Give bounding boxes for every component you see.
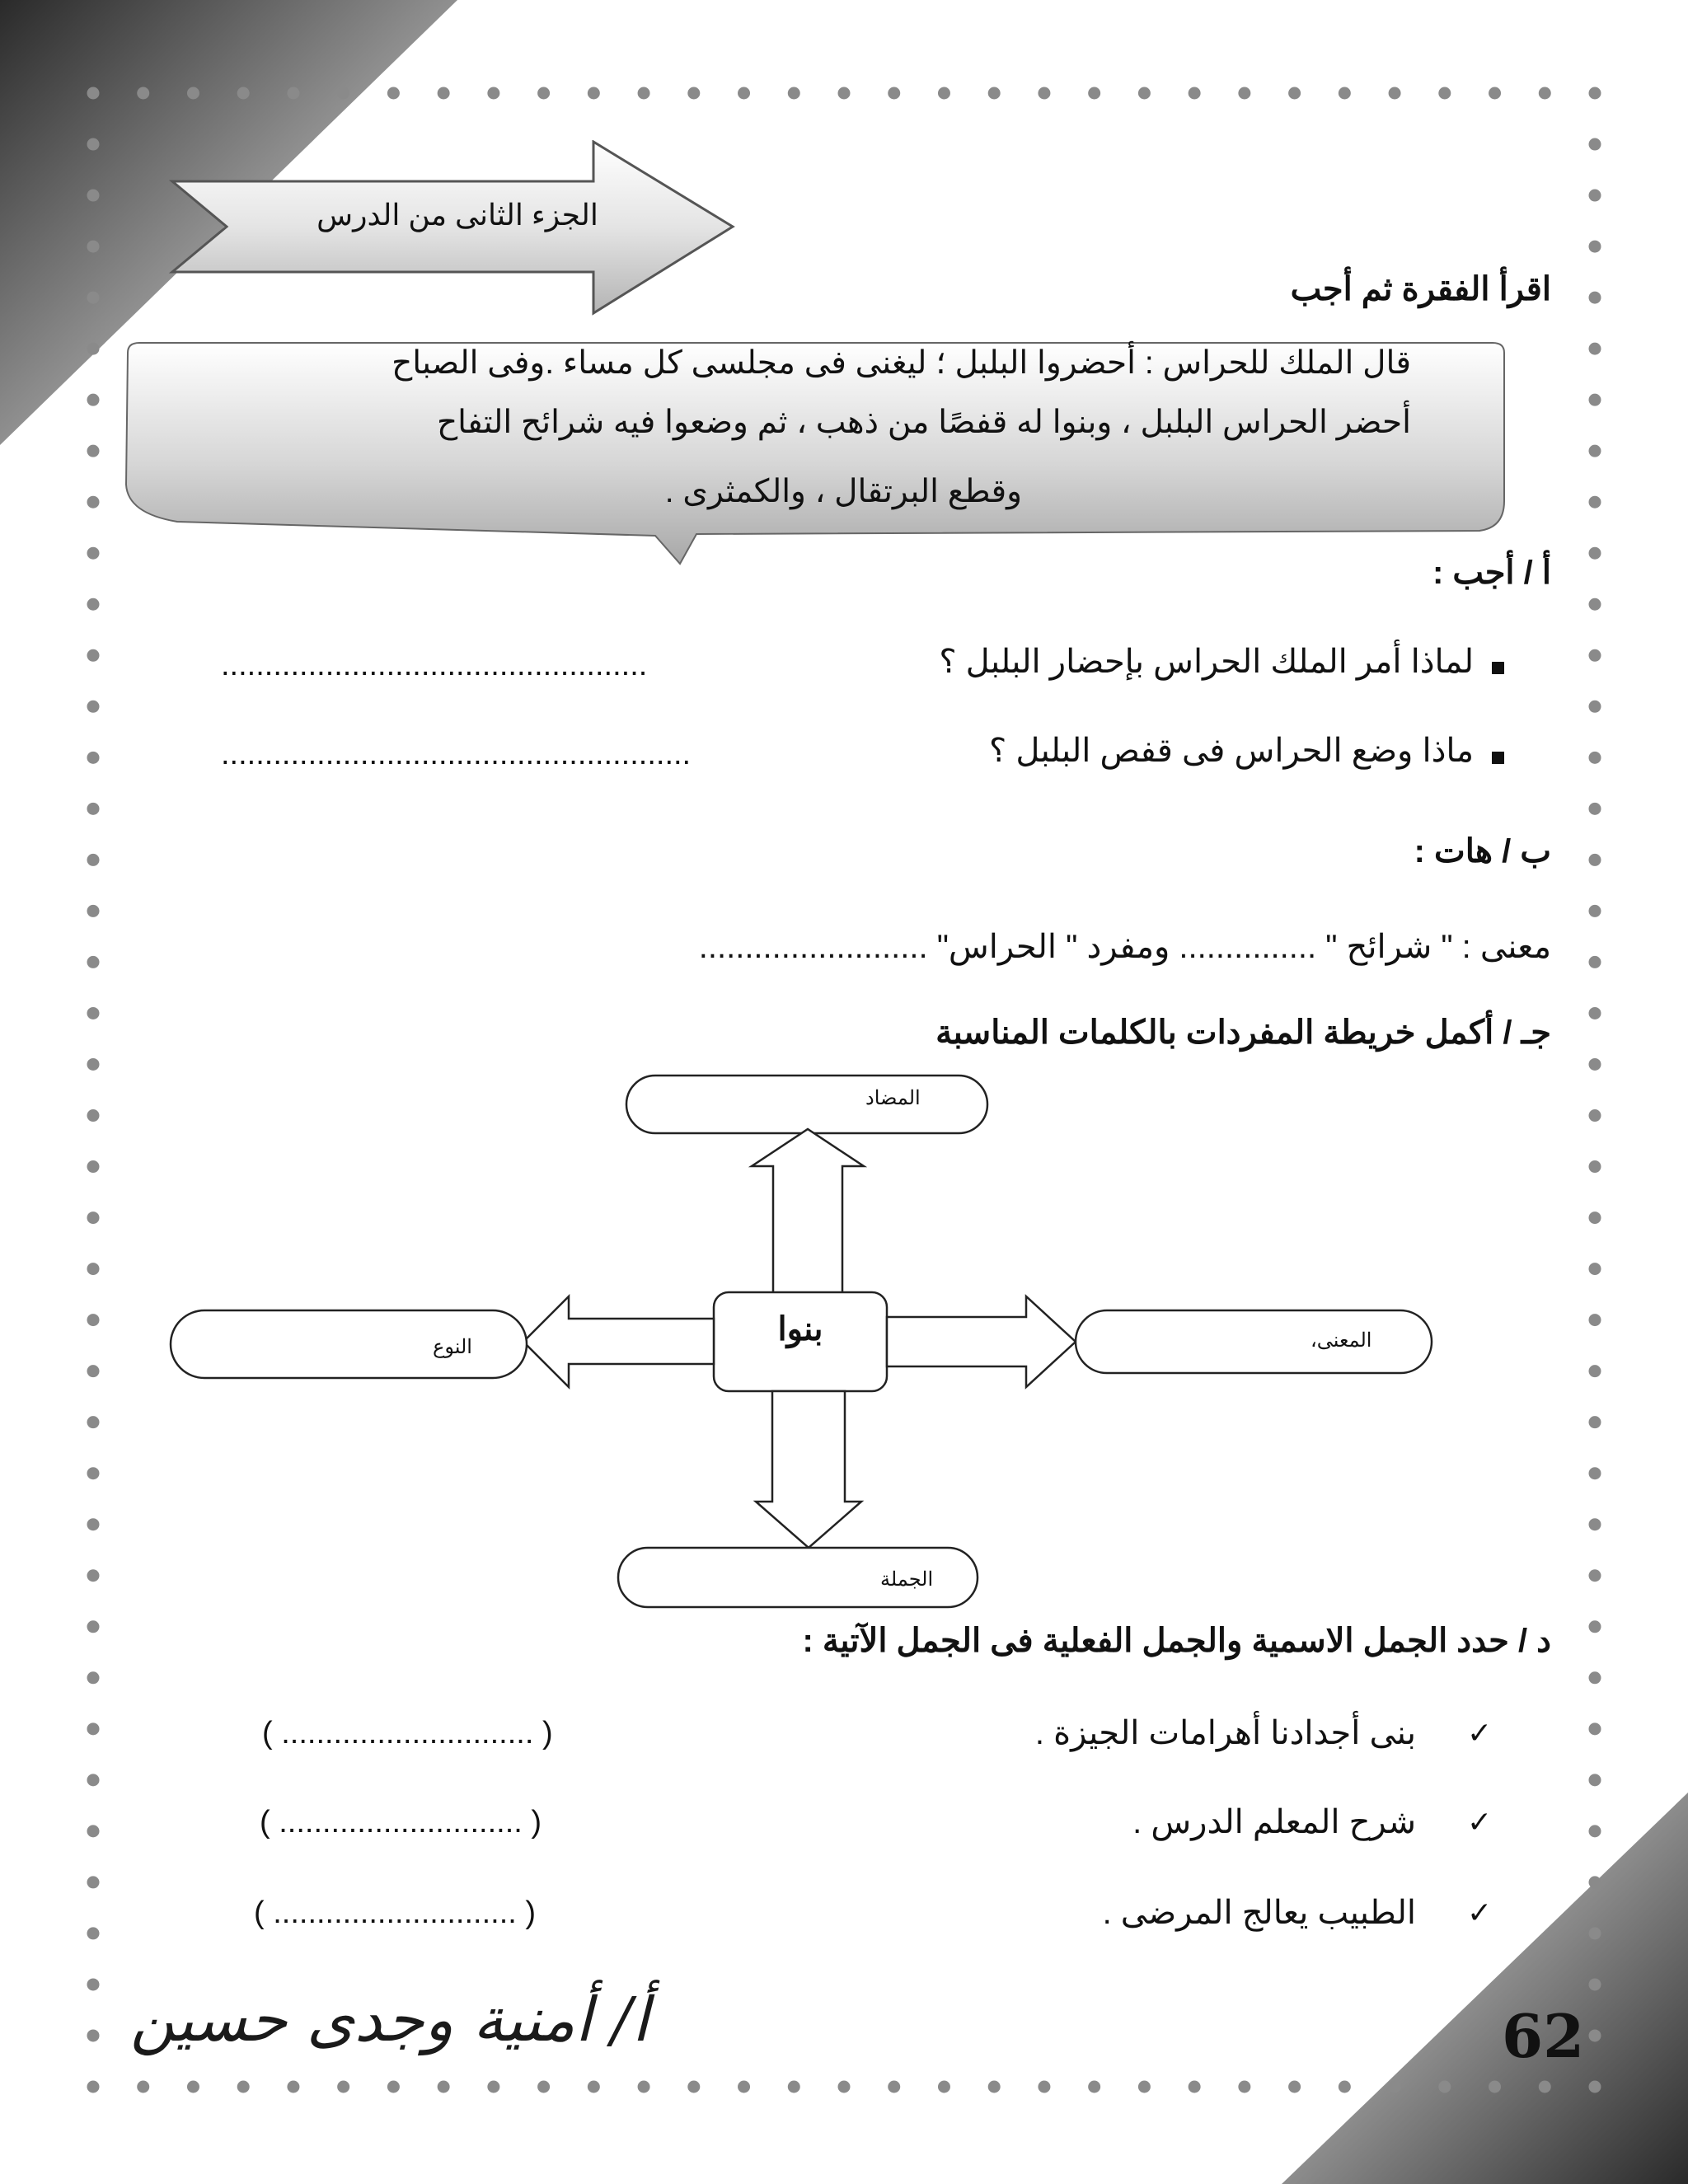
border-dot bbox=[1539, 2081, 1551, 2093]
border-dot bbox=[1038, 2081, 1050, 2093]
border-dot bbox=[1589, 138, 1601, 151]
border-dot bbox=[487, 87, 499, 100]
border-dot bbox=[1589, 1314, 1601, 1326]
border-dot bbox=[87, 649, 100, 662]
border-dot bbox=[1589, 1671, 1601, 1684]
sentence-2: شرح المعلم الدرس . bbox=[1132, 1804, 1416, 1840]
border-dot bbox=[1389, 2081, 1401, 2093]
border-dot bbox=[87, 1978, 100, 1990]
border-dot bbox=[87, 1620, 100, 1633]
border-dot bbox=[838, 2081, 851, 2093]
sentence-3-answer[interactable]: ( ............................ ) bbox=[254, 1896, 537, 1930]
border-dot bbox=[1589, 803, 1601, 815]
sentence-1-answer[interactable]: ( ............................. ) bbox=[262, 1716, 553, 1750]
section-b-heading: ب / هات : bbox=[1414, 833, 1551, 869]
sentence-1: بنى أجدادنا أهرامات الجيزة . bbox=[1034, 1715, 1416, 1751]
border-dot bbox=[1589, 1365, 1601, 1377]
border-dot bbox=[438, 87, 450, 100]
border-dot bbox=[87, 1263, 100, 1275]
border-dot bbox=[788, 2081, 800, 2093]
border-dot bbox=[1189, 2081, 1201, 2093]
border-dot bbox=[87, 854, 100, 866]
border-dot bbox=[1189, 87, 1201, 100]
bullet-icon bbox=[1492, 662, 1504, 674]
border-dot bbox=[1589, 956, 1601, 968]
border-dot bbox=[1589, 1876, 1601, 1888]
check-icon: ✓ bbox=[1467, 1805, 1493, 1839]
border-dot bbox=[87, 598, 100, 611]
passage-line-1: قال الملك للحراس : أحضروا البلبل ؛ ليغنى فى مجلسى كل مساء .وفى الصباح bbox=[392, 345, 1411, 381]
border-dot bbox=[287, 2081, 299, 2093]
border-dot bbox=[1389, 87, 1401, 100]
border-dot bbox=[1589, 2081, 1601, 2093]
border-dot bbox=[938, 87, 950, 100]
border-dot bbox=[1589, 905, 1601, 917]
sentence-3: الطبيب يعالج المرضى . bbox=[1102, 1895, 1416, 1931]
border-dot bbox=[87, 496, 100, 509]
border-dot bbox=[1539, 87, 1551, 100]
border-dot bbox=[1339, 2081, 1351, 2093]
border-dot bbox=[87, 445, 100, 457]
border-dot bbox=[387, 87, 400, 100]
border-dot bbox=[738, 87, 750, 100]
question-1-text: لماذا أمر الملك الحراس بإحضار البلبل ؟ bbox=[939, 644, 1474, 680]
border-dot bbox=[237, 2081, 250, 2093]
border-dot bbox=[1589, 1467, 1601, 1479]
border-dot bbox=[888, 2081, 900, 2093]
border-dot bbox=[1589, 343, 1601, 355]
border-dot bbox=[588, 2081, 600, 2093]
check-icon: ✓ bbox=[1467, 1896, 1493, 1929]
border-dot bbox=[938, 2081, 950, 2093]
sentence-2-answer[interactable]: ( ............................ ) bbox=[260, 1805, 542, 1840]
border-dot bbox=[487, 2081, 499, 2093]
border-dot bbox=[1288, 87, 1301, 100]
border-dot bbox=[1589, 649, 1601, 662]
border-dot bbox=[1438, 87, 1451, 100]
border-dot bbox=[387, 2081, 400, 2093]
border-dot bbox=[1238, 87, 1250, 100]
border-dot bbox=[87, 2029, 100, 2041]
border-dot bbox=[87, 1876, 100, 1888]
border-dot bbox=[87, 1007, 100, 1019]
border-dot bbox=[687, 2081, 700, 2093]
border-dot bbox=[87, 752, 100, 764]
arrow-down-icon bbox=[756, 1391, 861, 1548]
border-dot bbox=[537, 87, 550, 100]
border-dot bbox=[87, 1722, 100, 1735]
border-dot bbox=[1589, 854, 1601, 866]
border-dot bbox=[1589, 1722, 1601, 1735]
border-dot bbox=[137, 87, 149, 100]
question-1-answer-line[interactable]: ................................................. bbox=[221, 648, 648, 682]
border-dot bbox=[1238, 2081, 1250, 2093]
border-dot bbox=[988, 87, 1001, 100]
arrow-right-icon bbox=[887, 1296, 1076, 1387]
border-dot bbox=[1589, 598, 1601, 611]
arrow-left-icon bbox=[523, 1296, 714, 1387]
border-dot bbox=[1589, 1569, 1601, 1582]
border-dot bbox=[1589, 1978, 1601, 1990]
border-dot bbox=[337, 2081, 349, 2093]
section-a-heading: أ / أجب : bbox=[1432, 555, 1551, 591]
border-dot bbox=[187, 87, 199, 100]
border-dot bbox=[1589, 1212, 1601, 1224]
border-dot bbox=[87, 1058, 100, 1071]
border-dot bbox=[1589, 547, 1601, 560]
border-dot bbox=[738, 2081, 750, 2093]
border-dot bbox=[1589, 1518, 1601, 1530]
border-dot bbox=[1138, 2081, 1151, 2093]
passage-line-3: وقطع البرتقال ، والكمثرى . bbox=[664, 474, 1022, 509]
border-dot bbox=[187, 2081, 199, 2093]
border-dot bbox=[87, 1518, 100, 1530]
border-dot bbox=[1589, 1058, 1601, 1071]
border-dot bbox=[687, 87, 700, 100]
border-dot bbox=[1088, 2081, 1100, 2093]
border-dot bbox=[237, 87, 250, 100]
border-dot bbox=[87, 905, 100, 917]
border-dot bbox=[1589, 1825, 1601, 1837]
border-dot bbox=[1589, 701, 1601, 713]
border-dot bbox=[87, 1927, 100, 1939]
border-dot bbox=[638, 2081, 650, 2093]
passage-line-2: أحضر الحراس البلبل ، وبنوا له قفصًا من ذهب ، ثم وضعوا فيه شرائح التفاح bbox=[436, 405, 1411, 440]
border-dot bbox=[1589, 394, 1601, 406]
map-right-label: المعنى، bbox=[1311, 1329, 1372, 1352]
border-dot bbox=[1589, 1109, 1601, 1122]
border-dot bbox=[988, 2081, 1001, 2093]
border-dot bbox=[87, 1314, 100, 1326]
border-dot bbox=[1589, 87, 1601, 100]
border-dot bbox=[1589, 292, 1601, 304]
border-dot bbox=[1589, 1007, 1601, 1019]
bullet-icon bbox=[1492, 752, 1504, 764]
border-dot bbox=[588, 87, 600, 100]
border-dot bbox=[87, 292, 100, 304]
border-dot bbox=[87, 701, 100, 713]
right-oval bbox=[1076, 1310, 1432, 1373]
border-dot bbox=[638, 87, 650, 100]
section-b-line[interactable]: معنى : " شرائح " ............... ومفرد " الحراس" ......................... bbox=[698, 929, 1551, 965]
border-dot bbox=[1088, 87, 1100, 100]
border-dot bbox=[87, 2081, 100, 2093]
map-bottom-label: الجملة bbox=[880, 1568, 934, 1591]
border-dot bbox=[87, 1825, 100, 1837]
border-dot bbox=[87, 190, 100, 202]
border-dot bbox=[838, 87, 851, 100]
border-dot bbox=[87, 1160, 100, 1173]
border-dot bbox=[1138, 87, 1151, 100]
border-dot bbox=[788, 87, 800, 100]
border-dot bbox=[1589, 752, 1601, 764]
border-dot bbox=[1589, 2029, 1601, 2041]
border-dot bbox=[1589, 241, 1601, 253]
border-dot bbox=[87, 1774, 100, 1786]
border-dot bbox=[87, 1569, 100, 1582]
banner-label: الجزء الثانى من الدرس bbox=[316, 198, 598, 232]
map-center-word: بنوا bbox=[777, 1311, 823, 1347]
top-oval bbox=[626, 1076, 987, 1133]
border-dot bbox=[87, 1365, 100, 1377]
border-dot bbox=[1589, 1927, 1601, 1939]
border-dot bbox=[87, 87, 100, 100]
page-number: 62 bbox=[1502, 2001, 1585, 2071]
border-dot bbox=[1589, 1263, 1601, 1275]
border-dot bbox=[87, 1212, 100, 1224]
border-dot bbox=[87, 1467, 100, 1479]
border-dot bbox=[137, 2081, 149, 2093]
border-dot bbox=[87, 547, 100, 560]
border-dot bbox=[87, 956, 100, 968]
teacher-signature: أ/ أمنية وجدى حسين bbox=[130, 1985, 649, 2055]
border-dot bbox=[1589, 190, 1601, 202]
border-dot bbox=[537, 2081, 550, 2093]
border-dot bbox=[1589, 1416, 1601, 1428]
question-2-answer-line[interactable]: ...................................................... bbox=[221, 737, 692, 771]
check-icon: ✓ bbox=[1467, 1716, 1493, 1750]
border-dot bbox=[1038, 87, 1050, 100]
border-dot bbox=[87, 138, 100, 151]
border-dot bbox=[1489, 87, 1501, 100]
border-dot bbox=[87, 803, 100, 815]
border-dot bbox=[438, 2081, 450, 2093]
arrow-up-icon bbox=[752, 1129, 864, 1296]
corner-decoration-bottom-right bbox=[1282, 1793, 1688, 2184]
border-dot bbox=[87, 241, 100, 253]
left-oval bbox=[171, 1310, 527, 1378]
border-dot bbox=[1339, 87, 1351, 100]
border-dot bbox=[337, 87, 349, 100]
border-dot bbox=[87, 1416, 100, 1428]
border-dot bbox=[287, 87, 299, 100]
question-2-text: ماذا وضع الحراس فى قفص البلبل ؟ bbox=[989, 733, 1474, 769]
border-dot bbox=[1489, 2081, 1501, 2093]
border-dot bbox=[1589, 1774, 1601, 1786]
instruction-heading: اقرأ الفقرة ثم أجب bbox=[1290, 271, 1551, 307]
border-dot bbox=[87, 394, 100, 406]
border-dot bbox=[1589, 1160, 1601, 1173]
border-dot bbox=[1589, 1620, 1601, 1633]
border-dot bbox=[1438, 2081, 1451, 2093]
border-dot bbox=[888, 87, 900, 100]
border-dot bbox=[87, 1109, 100, 1122]
section-d-heading: د / حدد الجمل الاسمية والجمل الفعلية فى الجمل الآتية : bbox=[802, 1623, 1551, 1659]
map-top-label: المضاد bbox=[865, 1087, 921, 1109]
border-dot bbox=[1589, 445, 1601, 457]
border-dot bbox=[87, 343, 100, 355]
border-dot bbox=[1288, 2081, 1301, 2093]
section-c-heading: جـ / أكمل خريطة المفردات بالكلمات المناسبة bbox=[935, 1015, 1551, 1051]
map-left-label: النوع bbox=[433, 1336, 472, 1358]
border-dot bbox=[1589, 496, 1601, 509]
border-dot bbox=[87, 1671, 100, 1684]
